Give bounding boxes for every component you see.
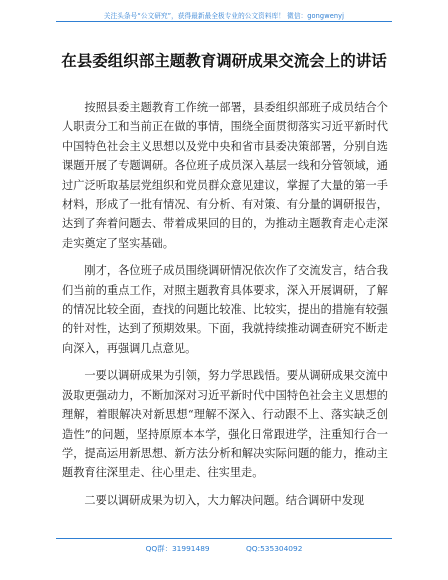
- footer-contact: [56, 543, 392, 554]
- paragraph: 一要以调研成果为引领，努力学思践悟。要从调研成果交流中汲取更强动力，不断加深对习近平新时代中国特色社会主义思想的理解，着眼解决对新思想“理解不深入、行动跟不上、落实缺乏创造性”的问题，坚持原原本本学，强化日常跟进学，注重知行合一学，提高运用新思想、新方法分析和解决实际问题的能力，推动主题教育往深里走、往心里走、往实里走。: [62, 369, 388, 480]
- footer-qq: QQ:535304092: [245, 544, 303, 553]
- document-title: 在县委组织部主题教育调研成果交流会上的讲话: [61, 52, 387, 70]
- header-notice: 关注头条号“公文研究”，获得最新最全极专业的公文资料库！ 微信：gongwenyj: [103, 12, 345, 20]
- document-body: [62, 98, 388, 518]
- header-divider: [56, 21, 392, 22]
- paragraph: 二要以调研成果为切入，大力解决问题。结合调研中发现: [84, 493, 365, 507]
- footer-divider: [56, 538, 392, 539]
- footer-qq-group: QQ群：31991489: [145, 544, 210, 553]
- paragraph: 刚才，各位班子成员围绕调研情况依次作了交流发言，结合我们当前的重点工作，对照主题教育具体要求，深入开展调研，了解的情况比较全面，查找的问题比较准、比较实，提出的措施有较强的针对性，达到了预期效果。下面，我就持续推动调查研究不断走向深入，再强调几点意见。: [62, 264, 388, 355]
- paragraph: 按照县委主题教育工作统一部署，县委组织部班子成员结合个人职责分工和当前正在做的事情，围绕全面贯彻落实习近平新时代中国特色社会主义思想以及党中央和省市县委决策部署，分别自选课题开展了专题调研。各位班子成员深入基层一线和分管领域，通过广泛听取基层党组织和党员群众意见建议，掌握了大量的第一手材料，形成了一批有情况、有分析、有对策、有分量的调研报告，达到了奔着问题去、带着成果回的目的，为推动主题教育走心走深走实奠定了坚实基础。: [62, 101, 388, 250]
